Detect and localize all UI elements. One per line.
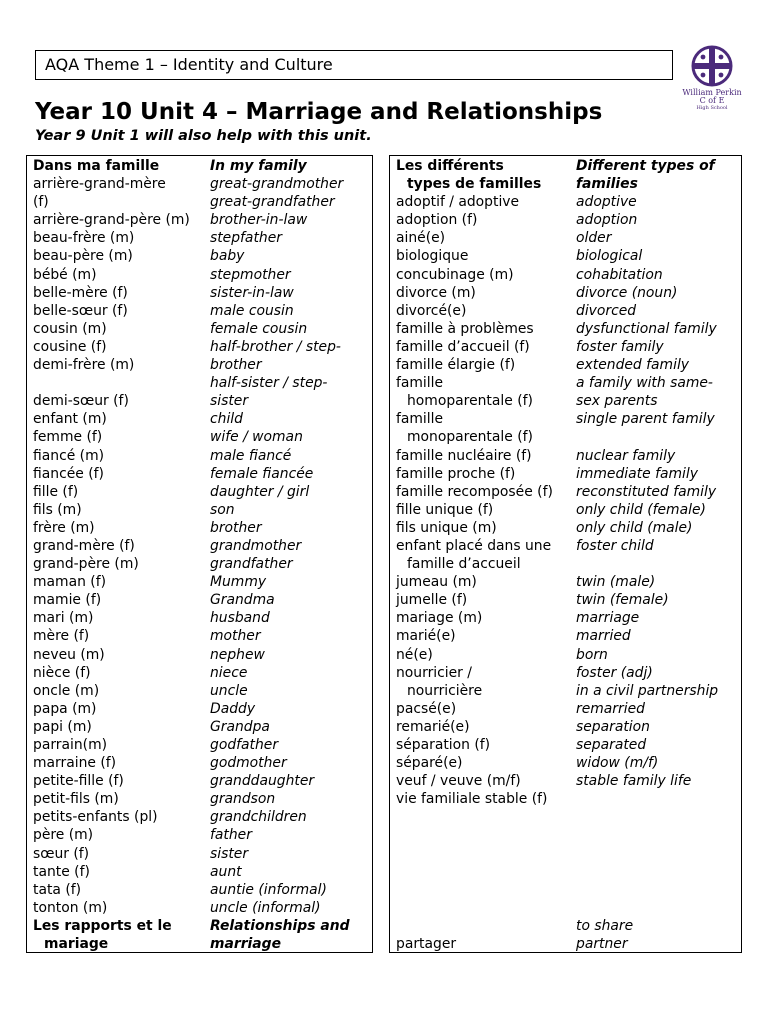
french-term: famille d’accueil xyxy=(407,556,521,573)
french-term: marié(e) xyxy=(396,628,456,645)
theme-heading: AQA Theme 1 – Identity and Culture xyxy=(45,55,333,74)
english-term: Different types of xyxy=(576,158,715,174)
english-term: partner xyxy=(576,936,628,953)
english-term: male cousin xyxy=(210,302,294,319)
english-term: godfather xyxy=(210,737,279,753)
english-term: stepfather xyxy=(210,230,282,247)
english-term: remarried xyxy=(576,700,645,717)
english-term: grandson xyxy=(210,791,276,808)
english-term: foster child xyxy=(576,537,654,554)
page-subtitle: Year 9 Unit 1 will also help with this unit. xyxy=(35,128,372,144)
french-term: ainé(e) xyxy=(396,230,446,247)
english-term: half-brother / step- xyxy=(210,338,341,355)
english-term: great-grandmother xyxy=(210,176,344,193)
english-term: immediate family xyxy=(576,465,698,482)
french-term: monoparentale (f) xyxy=(407,429,533,446)
french-term: veuf / veuve (m/f) xyxy=(396,773,521,790)
french-term: femme (f) xyxy=(33,429,103,446)
french-term: types de familles xyxy=(407,176,542,193)
english-term: Daddy xyxy=(210,700,256,717)
french-term: arrière-grand-père (m) xyxy=(33,212,190,229)
french-term: Les rapports et le xyxy=(33,917,172,934)
french-term: famille recomposée (f) xyxy=(396,483,553,500)
french-term: petit-fils (m) xyxy=(33,791,119,808)
french-term: parrain(m) xyxy=(33,737,108,753)
french-term: fille unique (f) xyxy=(396,501,494,518)
english-term: foster family xyxy=(576,338,664,355)
english-term: divorce (noun) xyxy=(576,284,678,301)
french-term: cousin (m) xyxy=(33,320,107,337)
french-term: tante (f) xyxy=(33,863,90,880)
french-term: petite-fille (f) xyxy=(33,773,124,790)
school-logo xyxy=(678,44,746,124)
english-term: families xyxy=(576,176,638,193)
french-term: famille élargie (f) xyxy=(396,357,516,374)
vocab-grid-family-types xyxy=(396,157,741,953)
english-term: Mummy xyxy=(210,574,267,591)
english-term: child xyxy=(210,411,243,428)
french-term: belle-sœur (f) xyxy=(33,302,128,319)
english-term: brother-in-law xyxy=(210,212,308,229)
english-term: female cousin xyxy=(210,320,308,337)
french-term: fille (f) xyxy=(33,483,79,500)
french-term: famille proche (f) xyxy=(396,465,516,482)
french-term: papa (m) xyxy=(33,700,97,717)
french-term: enfant (m) xyxy=(33,411,107,428)
english-term: twin (male) xyxy=(576,574,656,591)
english-term: biological xyxy=(576,248,643,265)
french-term: né(e) xyxy=(396,646,433,663)
french-term: père (m) xyxy=(33,827,94,844)
english-term: marriage xyxy=(210,936,282,953)
french-term: fils unique (m) xyxy=(396,519,497,536)
french-term: grand-mère (f) xyxy=(33,537,135,554)
french-term: beau-frère (m) xyxy=(33,230,135,247)
english-term: male fiancé xyxy=(210,447,292,464)
french-term xyxy=(396,881,576,899)
english-term: female fiancée xyxy=(210,465,314,482)
french-term xyxy=(396,845,576,863)
french-term: famille xyxy=(396,411,444,428)
french-term: mariage (m) xyxy=(396,610,483,627)
english-term: cohabitation xyxy=(576,266,663,283)
french-term: nourricier / xyxy=(396,664,472,681)
english-term: born xyxy=(576,646,608,663)
english-term: only child (male) xyxy=(576,519,693,536)
french-term: remarié(e) xyxy=(396,718,470,735)
french-term xyxy=(396,899,576,917)
french-term: papi (m) xyxy=(33,718,92,735)
english-term: separation xyxy=(576,718,650,735)
french-term: adoptif / adoptive xyxy=(396,194,520,211)
french-term: concubinage (m) xyxy=(396,266,514,283)
english-term: adoption xyxy=(576,212,638,229)
english-term: wife / woman xyxy=(210,429,303,446)
english-term: Relationships and xyxy=(210,917,350,934)
english-term: brother xyxy=(210,357,262,374)
english-term xyxy=(576,845,741,863)
cross-emblem-icon xyxy=(690,44,734,88)
english-term xyxy=(576,899,741,917)
french-term: mariage xyxy=(44,936,109,953)
french-term: fiancée (f) xyxy=(33,465,104,482)
french-term: cousine (f) xyxy=(33,338,107,355)
english-term xyxy=(576,808,741,826)
english-term: half-sister / step- xyxy=(210,375,328,392)
english-term: stepmother xyxy=(210,266,291,283)
english-term: reconstituted family xyxy=(576,483,717,500)
english-term: great-grandfather xyxy=(210,194,335,211)
french-term: demi-sœur (f) xyxy=(33,393,129,410)
french-term: famille à problèmes xyxy=(396,320,534,337)
french-term xyxy=(396,863,576,881)
english-term: granddaughter xyxy=(210,773,315,790)
french-term: famille d’accueil (f) xyxy=(396,338,530,355)
french-term: biologique xyxy=(396,248,469,265)
english-term: aunt xyxy=(210,863,242,880)
french-term: bébé (m) xyxy=(33,266,97,283)
english-term xyxy=(576,428,741,446)
vocab-panel-family-types xyxy=(389,155,742,953)
english-term: widow (m/f) xyxy=(576,755,659,772)
english-term: adoptive xyxy=(576,194,637,211)
french-term: belle-mère (f) xyxy=(33,284,128,301)
school-name: William Perkin xyxy=(682,88,742,97)
french-term: nourricière xyxy=(407,682,483,699)
english-term: grandchildren xyxy=(210,809,307,826)
french-term: tonton (m) xyxy=(33,899,108,916)
english-term: single parent family xyxy=(576,411,715,428)
french-term: demi-frère (m) xyxy=(33,357,135,374)
english-term: separated xyxy=(576,737,647,753)
french-term: fiancé (m) xyxy=(33,447,105,464)
french-term: mère (f) xyxy=(33,628,90,645)
english-term: daughter / girl xyxy=(210,483,310,500)
french-term: (f) xyxy=(33,194,49,211)
french-term xyxy=(396,808,576,826)
english-term: to share xyxy=(576,917,634,934)
english-term: grandfather xyxy=(210,556,293,573)
french-term: famille nucléaire (f) xyxy=(396,447,532,464)
english-term: sex parents xyxy=(576,393,658,410)
english-term xyxy=(576,863,741,881)
english-term: In my family xyxy=(210,158,307,174)
english-term: godmother xyxy=(210,755,287,772)
french-term: enfant placé dans une xyxy=(396,537,552,554)
french-term: fils (m) xyxy=(33,501,82,518)
english-term: Grandma xyxy=(210,592,275,609)
english-term: marriage xyxy=(576,610,640,627)
french-term: petits-enfants (pl) xyxy=(33,809,158,826)
french-term: frère (m) xyxy=(33,519,95,536)
french-term: grand-père (m) xyxy=(33,556,139,573)
english-term: married xyxy=(576,628,631,645)
english-term: in a civil partnership xyxy=(576,682,719,699)
english-term xyxy=(576,881,741,899)
english-term xyxy=(576,555,741,573)
english-term: divorced xyxy=(576,302,637,319)
french-term: maman (f) xyxy=(33,574,107,591)
french-term: Les différents xyxy=(396,158,504,174)
english-term: stable family life xyxy=(576,773,692,790)
french-term xyxy=(396,917,576,935)
english-term: father xyxy=(210,827,252,844)
french-term: mari (m) xyxy=(33,610,94,627)
english-term: grandmother xyxy=(210,537,302,554)
french-term xyxy=(33,374,210,392)
vocab-grid-family xyxy=(33,157,372,953)
english-term: a family with same- xyxy=(576,375,713,392)
french-term: neveu (m) xyxy=(33,646,105,663)
english-term: sister xyxy=(210,845,249,862)
page-title: Year 10 Unit 4 – Marriage and Relationships xyxy=(35,99,603,125)
vocab-panel-family xyxy=(26,155,373,953)
french-term: séparé(e) xyxy=(396,755,463,772)
french-term: adoption (f) xyxy=(396,212,478,229)
english-term: nephew xyxy=(210,646,265,663)
english-term: husband xyxy=(210,610,270,627)
english-term: sister xyxy=(210,393,249,410)
english-term: dysfunctional family xyxy=(576,320,717,337)
english-term: son xyxy=(210,501,235,518)
english-term: nuclear family xyxy=(576,447,676,464)
french-term: pacsé(e) xyxy=(396,700,457,717)
school-high-school: High School xyxy=(696,104,728,111)
english-term: Grandpa xyxy=(210,718,270,735)
english-term: auntie (informal) xyxy=(210,881,327,898)
french-term: divorce (m) xyxy=(396,284,476,301)
english-term: twin (female) xyxy=(576,592,669,609)
french-term xyxy=(396,826,576,844)
english-term: brother xyxy=(210,519,262,536)
english-term xyxy=(576,826,741,844)
french-term: partager xyxy=(396,936,457,953)
french-term: divorcé(e) xyxy=(396,302,467,319)
french-term: jumelle (f) xyxy=(396,592,468,609)
french-term: nièce (f) xyxy=(33,664,91,681)
english-term xyxy=(576,790,741,808)
theme-heading-box xyxy=(35,50,673,80)
french-term: Dans ma famille xyxy=(33,158,160,174)
french-term: beau-père (m) xyxy=(33,248,133,265)
english-term: sister-in-law xyxy=(210,284,294,301)
french-term: séparation (f) xyxy=(396,737,491,753)
french-term: tata (f) xyxy=(33,881,82,898)
english-term: uncle xyxy=(210,682,248,699)
english-term: niece xyxy=(210,664,248,681)
french-term: homoparentale (f) xyxy=(407,393,533,410)
french-term: famille xyxy=(396,375,444,392)
french-term: arrière-grand-mère xyxy=(33,176,166,193)
school-ce: C of E xyxy=(699,96,725,106)
english-term: only child (female) xyxy=(576,501,706,518)
french-term: jumeau (m) xyxy=(396,574,477,591)
english-term: older xyxy=(576,230,612,247)
english-term: mother xyxy=(210,628,261,645)
english-term: uncle (informal) xyxy=(210,899,321,916)
french-term: vie familiale stable (f) xyxy=(396,791,548,808)
french-term: marraine (f) xyxy=(33,755,117,772)
french-term: mamie (f) xyxy=(33,592,102,609)
french-term: sœur (f) xyxy=(33,845,90,862)
english-term: extended family xyxy=(576,357,690,374)
french-term: oncle (m) xyxy=(33,682,100,699)
english-term: foster (adj) xyxy=(576,664,653,681)
english-term: baby xyxy=(210,248,245,265)
